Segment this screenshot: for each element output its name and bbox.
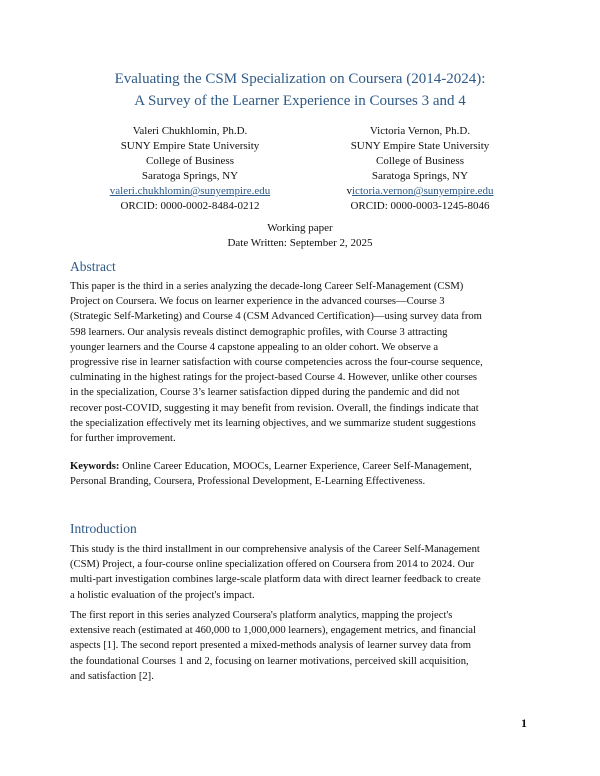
introduction-paragraph-2: [70, 608, 532, 684]
author-name: Valeri Chukhlomin, Ph.D.: [132, 125, 248, 137]
author-location: Saratoga Springs, NY: [371, 170, 469, 182]
abstract-line: (Strategic Self-Marketing) and Course 4 (CSM Advanced Certification)—using survey data from: [70, 311, 482, 323]
author-institution: SUNY Empire State University: [350, 140, 490, 152]
abstract-line: progressive rise in learner satisfaction with course competencies across the four-course sequence,: [70, 357, 483, 369]
author-email-prefix: v: [346, 185, 352, 197]
author-location: Saratoga Springs, NY: [141, 170, 239, 182]
author-email-link[interactable]: valeri.chukhlomin@sunyempire.edu: [109, 185, 271, 197]
keywords-text: Personal Branding, Coursera, Professional Development, E-Learning Effectiveness.: [70, 476, 426, 488]
introduction-heading: Introduction: [70, 521, 137, 536]
paper-title: [40, 68, 560, 112]
intro-line: aspects [1]. The second report presented a mixed-methods analysis of learner survey data from: [70, 640, 472, 652]
intro-line: (CSM) Project, a four-course online specialization offered on Coursera from 2014 to 2024. Our: [70, 559, 475, 571]
page-number: 1: [521, 716, 527, 730]
introduction-paragraph-1: [70, 542, 532, 603]
abstract-line: the specialization effectively met its learning objectives, and we summarize student suggestions: [70, 417, 476, 429]
author-department: College of Business: [146, 155, 234, 167]
intro-line: and satisfaction [2].: [70, 670, 154, 682]
author-orcid: ORCID: 0000-0003-1245-8046: [350, 200, 490, 212]
abstract-line: recover post-COVID, suggesting it may benefit from revision. Overall, the findings indicate that: [70, 402, 479, 414]
keywords-text: Online Career Education, MOOCs, Learner Experience, Career Self-Management,: [119, 461, 472, 472]
abstract-line: for further improvement.: [70, 433, 176, 445]
abstract-line: This paper is the third in a series analyzing the decade-long Career Self-Management (CSM): [70, 281, 464, 292]
paper-status: Working paper: [267, 222, 333, 234]
intro-line: This study is the third installment in our comprehensive analysis of the Career Self-Management: [70, 544, 480, 555]
author-block-1: [70, 124, 310, 214]
abstract-line: Project on Coursera. We focus on learner experience in the advanced courses—Course 3: [70, 296, 445, 308]
intro-line: the foundational Courses 1 and 2, focusing on learner motivations, perceived skill acquisition,: [70, 655, 469, 667]
abstract-heading: Abstract: [70, 259, 116, 274]
intro-line: multi-part investigation combines large-scale platform data with direct learner feedback to create: [70, 574, 481, 586]
intro-line: extensive reach (estimated at 460,000 to 1,000,000 learners), engagement metrics, and financial: [70, 625, 476, 637]
abstract-line: younger learners and the Course 4 capstone appealing to an older cohort. We observe a: [70, 341, 439, 353]
author-institution: SUNY Empire State University: [120, 140, 260, 152]
keywords: [70, 459, 532, 489]
author-email-link[interactable]: ictoria.vernon@sunyempire.edu: [352, 185, 494, 197]
abstract-line: 598 learners. Our analysis reveals distinct demographic profiles, with Course 3 attracting: [70, 326, 448, 338]
paper-meta: [0, 221, 600, 251]
intro-line: The first report in this series analyzed Coursera's platform analytics, mapping the project's: [70, 610, 453, 621]
title-line-2: A Survey of the Learner Experience in Courses 3 and 4: [134, 93, 466, 109]
author-block-2: [300, 124, 540, 214]
abstract-line: in the specialization, Course 3’s learner satisfaction dipped during the pandemic and did not: [70, 387, 460, 399]
author-orcid: ORCID: 0000-0002-8484-0212: [120, 200, 260, 212]
title-line-1: Evaluating the CSM Specialization on Coursera (2014-2024):: [114, 71, 486, 87]
abstract-line: culminating in the highest ratings for the project-based Course 4. However, unlike other courses: [70, 372, 478, 384]
abstract-text: [70, 279, 532, 446]
intro-line: a holistic evaluation of the project's impact.: [70, 589, 255, 601]
keywords-label: Keywords:: [70, 461, 120, 472]
author-name: Victoria Vernon, Ph.D.: [369, 125, 471, 137]
author-department: College of Business: [376, 155, 464, 167]
date-written: Date Written: September 2, 2025: [227, 237, 373, 249]
